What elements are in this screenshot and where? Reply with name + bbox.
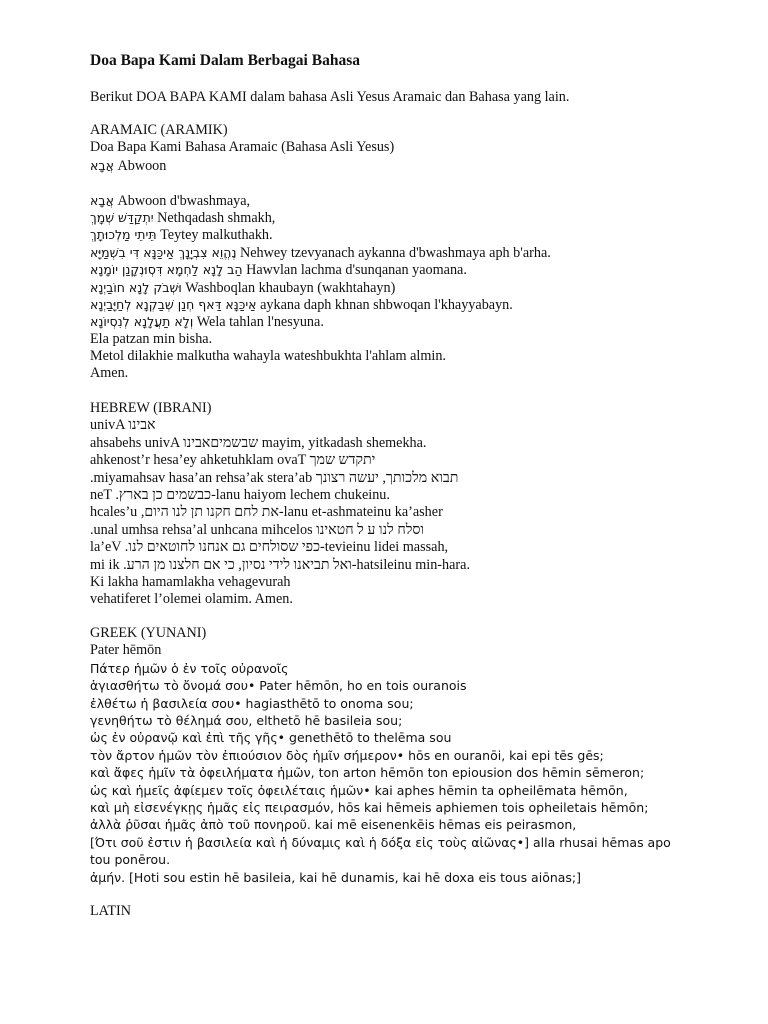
aramaic-transliteration: Washboqlan khaubayn (wakhtahayn) — [185, 279, 396, 296]
aramaic-transliteration: Abwoon d'bwashmaya, — [117, 192, 251, 209]
greek-line: Pater hēmōn — [90, 642, 162, 659]
aramaic-amen: Amen. — [90, 365, 129, 382]
aramaic-transliteration: Wela tahlan l'nesyuna. — [196, 314, 324, 331]
greek-line: ἁγιασθήτω τὸ ὄνομά σου• Pater hēmōn, ho en tois ouranois — [90, 678, 467, 694]
aramaic-line — [90, 244, 690, 261]
aramaic-line — [90, 313, 690, 330]
greek-line: καὶ ἄφες ἡμῖν τὰ ὀφειλήματα ἡμῶν, ton arton hēmōn ton epiousion dos hēmin sēmeron; — [90, 765, 645, 781]
greek-line: Πάτερ ἡμῶν ὁ ἐν τοῖς οὐρανοῖς — [90, 660, 289, 676]
aramaic-closing-line: Ela patzan min bisha. — [90, 330, 213, 347]
aramaic-script: וְלָא תַעֲלָנָא לְנִסְיוֹנָא — [90, 314, 194, 330]
greek-line: ὡς ἐν οὐρανῷ καὶ ἐπὶ τῆς γῆς• genethētō to thelēma sou — [90, 730, 452, 746]
hebrew-line: hcales’u ,את לחם חקנו תן לנו היום-lanu et-ashmateinu ka’asher — [90, 504, 443, 521]
aramaic-script: וּשְׁבֹק לָנָא חוֹבַיְנָא — [90, 279, 182, 295]
aramaic-script: יִתְקַדַּשׁ שְׁמָךְ — [90, 209, 154, 225]
hebrew-line: ahsabehs univA שבשמיםאבינו mayim, yitkadash shemekha. — [90, 434, 427, 451]
hebrew-line: vehatiferet l’olemei olamim. Amen. — [90, 591, 293, 608]
aramaic-heading: ARAMAIC (ARAMIK) — [90, 122, 228, 138]
greek-line: τὸν ἄρτον ἡμῶν τὸν ἐπιούσιον δὸς ἡμῖν σήμερον• hōs en ouranōi, kai epi tēs gēs; — [90, 747, 604, 763]
aramaic-transliteration: Abwoon — [117, 157, 167, 174]
hebrew-line: univA אבינו — [90, 417, 156, 434]
intro-paragraph: Berikut DOA BAPA KAMI dalam bahasa Asli Yesus Aramaic dan Bahasa yang lain. — [90, 89, 570, 105]
aramaic-transliteration: Nethqadash shmakh, — [157, 209, 276, 226]
greek-line: ὡς καὶ ἡμεῖς ἀφίεμεν τοῖς ὀφειλέταις ἡμῶν• kai aphes hēmin ta opheilēmata hēmōn, — [90, 782, 628, 798]
greek-line: ἐλθέτω ἡ βασιλεία σου• hagiasthētō to onoma sou; — [90, 695, 414, 711]
aramaic-line — [90, 296, 690, 313]
latin-section — [90, 903, 690, 920]
greek-section — [90, 625, 690, 886]
document-body — [90, 52, 690, 919]
aramaic-script: אֲבָא — [90, 157, 114, 173]
aramaic-transliteration: Hawvlan lachma d'sunqanan yaomana. — [246, 262, 467, 279]
document-title: Doa Bapa Kami Dalam Berbagai Bahasa — [90, 52, 360, 69]
latin-heading: LATIN — [90, 903, 131, 919]
aramaic-line — [90, 261, 690, 278]
aramaic-section — [90, 122, 690, 383]
aramaic-line — [90, 226, 690, 243]
hebrew-section — [90, 400, 690, 609]
aramaic-script: הַב לָנָא לַחְמָא דִּסְוּנְקָנַן יוֹמָנָא — [90, 262, 243, 278]
aramaic-transliteration: aykana daph khnan shbwoqan l'khayyabayn. — [260, 296, 513, 313]
aramaic-transliteration: Teytey malkuthakh. — [160, 227, 273, 244]
aramaic-script: אַיכַּנָּא דַּאף חְנַן שְׁבַקְנָא לְחַיָּבַיְנָא — [90, 296, 257, 312]
aramaic-subheading: Doa Bapa Kami Bahasa Aramaic (Bahasa Asli Yesus) — [90, 139, 395, 156]
hebrew-line: mi ik .ואל תביאנו לידי נסיון, כי אם חלצנו מן הרע-hatsileinu min-hara. — [90, 556, 470, 573]
aramaic-transliteration: Nehwey tzevyanach aykanna d'bwashmaya aph b'arha. — [240, 244, 551, 261]
aramaic-script: נֶהֱוֵא צִבְיָנָךְ אַיכַּנָּא דִּי בִשְׁמַיָּא — [90, 244, 237, 260]
hebrew-line: la’eV .כפי שסולחים גם אנחנו לחוטאים לנו-tevieinu lidei massah, — [90, 539, 449, 556]
aramaic-script: תֵּיתֵי מַלְכוּתָךְ — [90, 227, 157, 243]
hebrew-heading: HEBREW (IBRANI) — [90, 400, 212, 416]
aramaic-line — [90, 192, 690, 209]
hebrew-line: .unal umhsa rehsa’al unhcana mihcelos וסלח לנו ע ל חטאינו — [90, 521, 425, 538]
greek-line: ἀλλὰ ῥῦσαι ἡμᾶς ἀπὸ τοῦ πονηροῦ. kai mē eisenenkēis hēmas eis peirasmon, — [90, 817, 577, 833]
greek-line: γενηθήτω τὸ θέλημά σου, elthetō hē basileia sou; — [90, 712, 403, 728]
greek-line: [Ότι σοῦ ἐστιν ἡ βασιλεία καὶ ἡ δύναμις καὶ ἡ δόξα εἰς τοὺς αἰῶνας•] alla rhusai hēmas apo tou ponērou. — [90, 834, 671, 868]
greek-heading: GREEK (YUNANI) — [90, 625, 207, 641]
hebrew-line: .miyamahsav hasa’an rehsa’ak stera’ab תבוא מלכותך, יעשה רצונך — [90, 469, 459, 486]
aramaic-line — [90, 209, 690, 226]
hebrew-line: neT .כבשמים כן בארץ-lanu haiyom lechem chukeinu. — [90, 486, 390, 503]
greek-line: ἀμήν. [Hoti sou estin hē basileia, kai hē dunamis, kai hē doxa eis tous aiōnas;] — [90, 869, 582, 885]
aramaic-line — [90, 279, 690, 296]
hebrew-line: ahkenost’r hesa’ey ahketuhklam ovaT יתקדש שמך — [90, 452, 376, 469]
greek-line: καὶ μὴ εἰσενέγκῃς ἡμᾶς εἰς πειρασμόν, hōs kai hēmeis aphiemen tois opheiletais hēmōn; — [90, 799, 649, 815]
aramaic-abwoon-line — [90, 157, 690, 174]
aramaic-script: אֲבָא — [90, 192, 114, 208]
hebrew-line: Ki lakha hamamlakha vehagevurah — [90, 573, 291, 590]
aramaic-closing-line: Metol dilakhie malkutha wahayla wateshbukhta l'ahlam almin. — [90, 348, 446, 365]
